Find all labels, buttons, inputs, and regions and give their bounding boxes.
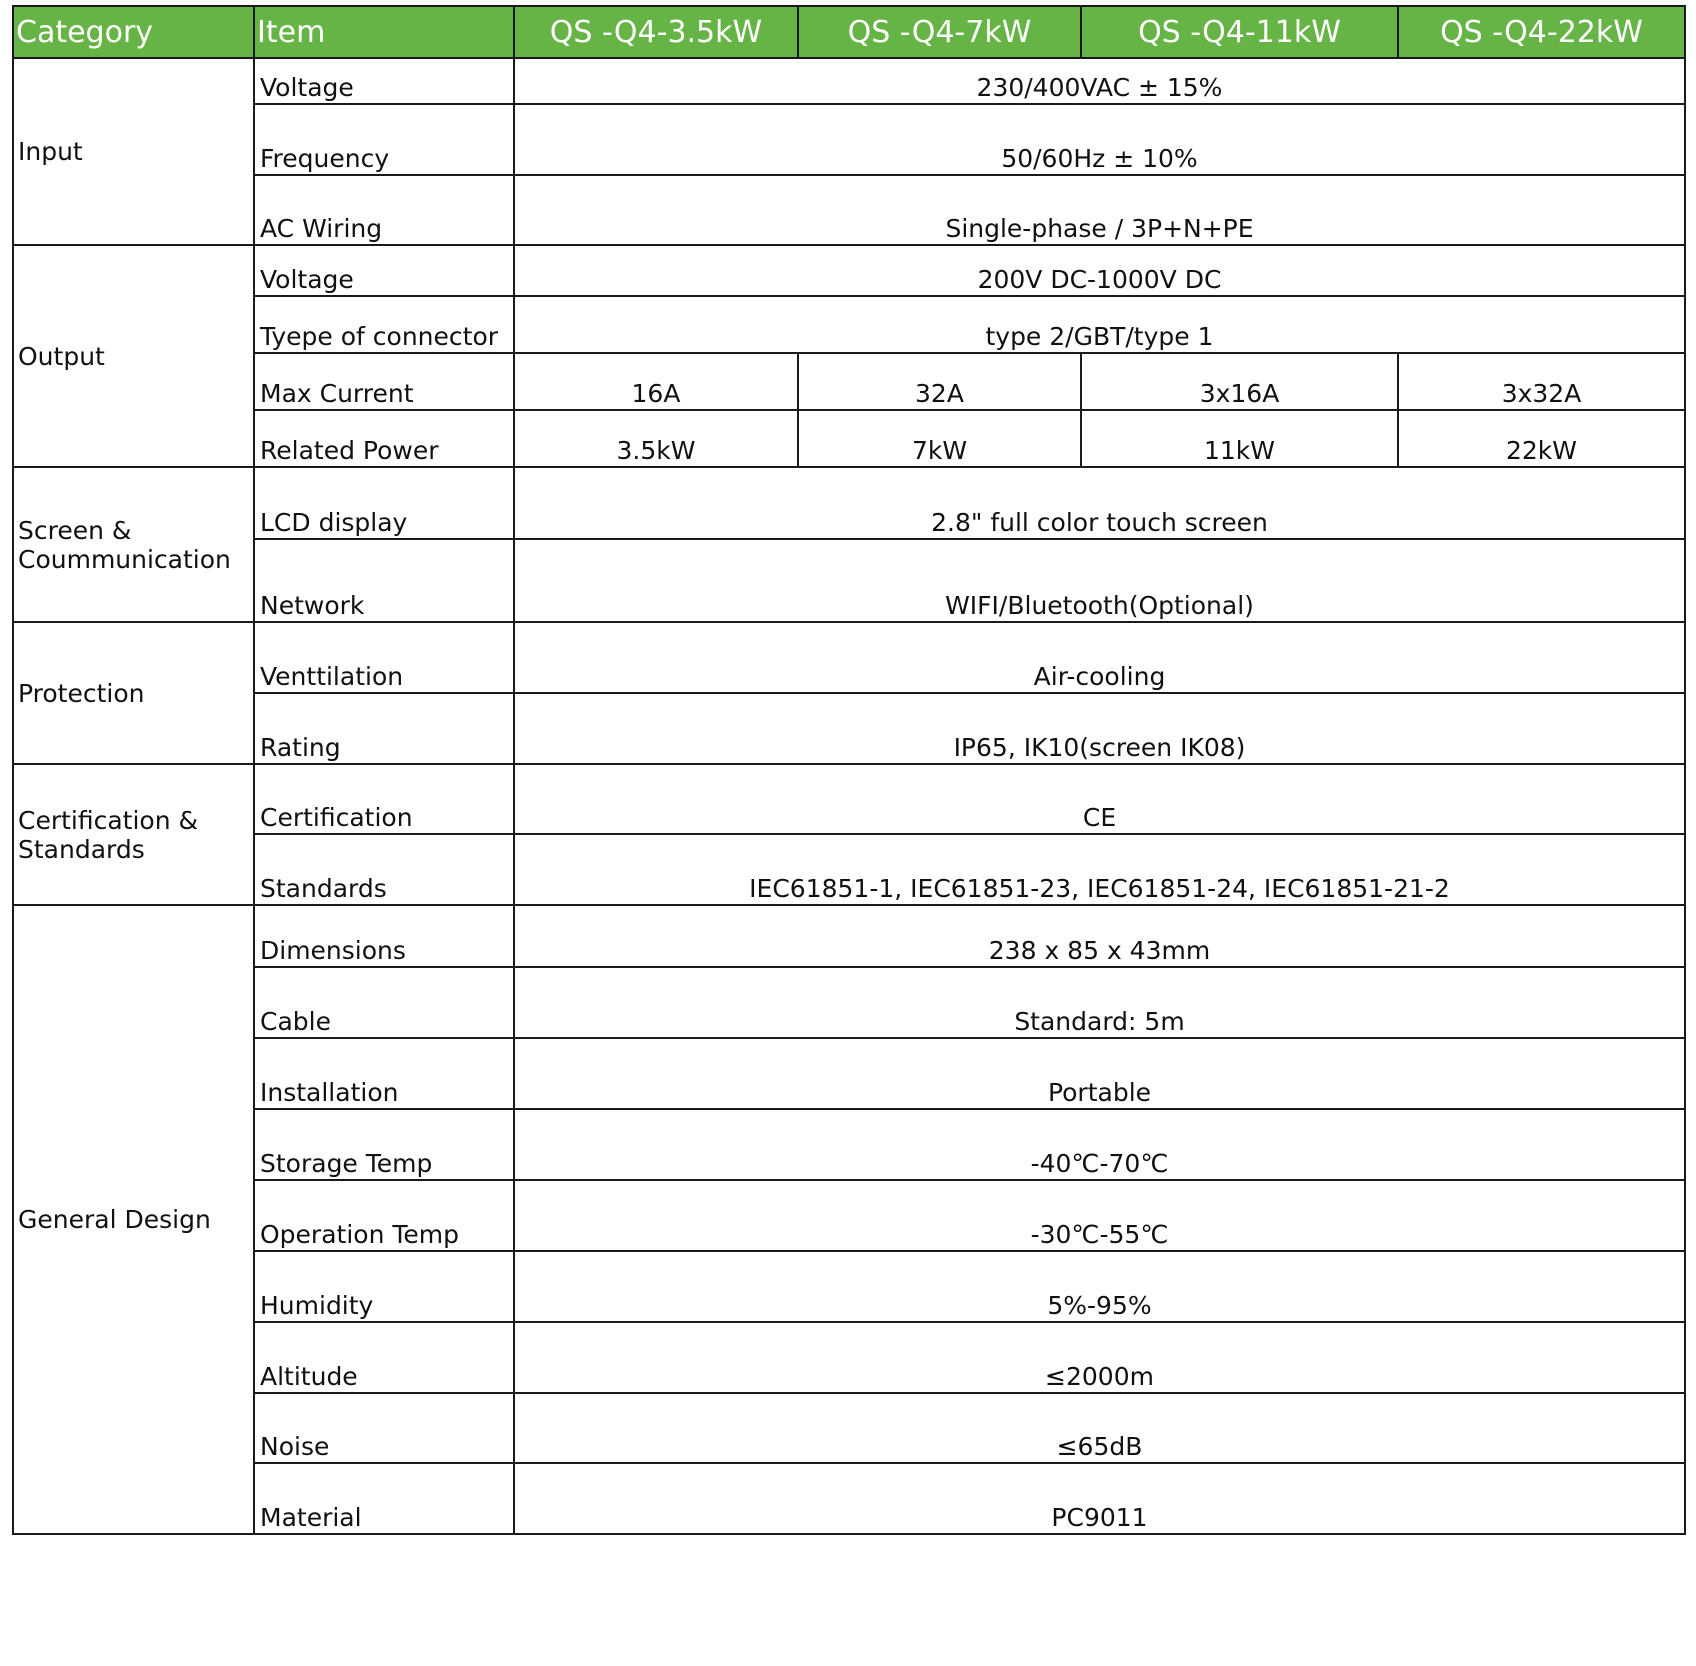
item-label: Frequency	[254, 104, 514, 175]
spec-row	[13, 1251, 1685, 1322]
item-label: AC Wiring	[254, 175, 514, 245]
spec-body	[13, 58, 1685, 1534]
spec-row	[13, 1463, 1685, 1534]
shared-value-cell: type 2/GBT/type 1	[514, 296, 1685, 353]
item-label: Dimensions	[254, 905, 514, 967]
model-value-cell: 3.5kW	[514, 410, 798, 467]
spec-row	[13, 1180, 1685, 1251]
shared-value-cell: IP65, IK10(screen IK08)	[514, 693, 1685, 764]
spec-row	[13, 353, 1685, 410]
model-value-cell: 22kW	[1398, 410, 1685, 467]
category-cell	[13, 905, 254, 1534]
category-label: Screen & Coummunication	[18, 515, 231, 574]
item-label: Standards	[254, 834, 514, 905]
spec-row	[13, 1109, 1685, 1180]
shared-value-cell: Standard: 5m	[514, 967, 1685, 1038]
item-label: Certification	[254, 764, 514, 834]
item-label: Venttilation	[254, 622, 514, 693]
spec-row	[13, 104, 1685, 175]
spec-row	[13, 622, 1685, 693]
model-value-cell: 16A	[514, 353, 798, 410]
shared-value-cell: 230/400VAC ± 15%	[514, 58, 1685, 104]
shared-value-cell: ≤65dB	[514, 1393, 1685, 1463]
category-label: Input	[18, 137, 83, 166]
item-label: Storage Temp	[254, 1109, 514, 1180]
spec-row	[13, 58, 1685, 104]
model-value-cell: 7kW	[798, 410, 1081, 467]
item-label: Voltage	[254, 58, 514, 104]
shared-value-cell: Single-phase / 3P+N+PE	[514, 175, 1685, 245]
item-label: Installation	[254, 1038, 514, 1109]
category-cell	[13, 622, 254, 764]
header-model-11kw: QS -Q4-11kW	[1081, 6, 1398, 58]
spec-row	[13, 175, 1685, 245]
header-row	[13, 6, 1685, 58]
shared-value-cell: 50/60Hz ± 10%	[514, 104, 1685, 175]
shared-value-cell: -40℃-70℃	[514, 1109, 1685, 1180]
item-label: Humidity	[254, 1251, 514, 1322]
item-label: Material	[254, 1463, 514, 1534]
category-label: Certification & Standards	[18, 805, 199, 864]
item-label: Cable	[254, 967, 514, 1038]
spec-row	[13, 1322, 1685, 1393]
shared-value-cell: 5%-95%	[514, 1251, 1685, 1322]
item-label: Tyepe of connector	[254, 296, 514, 353]
shared-value-cell: PC9011	[514, 1463, 1685, 1534]
shared-value-cell: Portable	[514, 1038, 1685, 1109]
item-label: Voltage	[254, 245, 514, 296]
category-label: Output	[18, 341, 105, 371]
header-model-7kw: QS -Q4-7kW	[798, 6, 1081, 58]
spec-row	[13, 1038, 1685, 1109]
category-cell	[13, 245, 254, 467]
model-value-cell: 11kW	[1081, 410, 1398, 467]
category-cell	[13, 764, 254, 905]
shared-value-cell: Air-cooling	[514, 622, 1685, 693]
shared-value-cell: WIFI/Bluetooth(Optional)	[514, 539, 1685, 622]
model-value-cell: 32A	[798, 353, 1081, 410]
item-label: Network	[254, 539, 514, 622]
spec-row	[13, 1393, 1685, 1463]
shared-value-cell: 2.8" full color touch screen	[514, 467, 1685, 539]
spec-row	[13, 967, 1685, 1038]
item-label: Rating	[254, 693, 514, 764]
category-cell	[13, 58, 254, 245]
header-item: Item	[254, 6, 514, 58]
category-label: Protection	[18, 678, 145, 708]
item-label: Operation Temp	[254, 1180, 514, 1251]
item-label: Max Current	[254, 353, 514, 410]
header-model-3-5kw: QS -Q4-3.5kW	[514, 6, 798, 58]
spec-table	[12, 5, 1686, 1535]
category-cell	[13, 467, 254, 622]
spec-row	[13, 410, 1685, 467]
spec-row	[13, 834, 1685, 905]
model-value-cell: 3x16A	[1081, 353, 1398, 410]
item-label: LCD display	[254, 467, 514, 539]
shared-value-cell: -30℃-55℃	[514, 1180, 1685, 1251]
spec-row	[13, 539, 1685, 622]
header-model-22kw: QS -Q4-22kW	[1398, 6, 1685, 58]
model-value-cell: 3x32A	[1398, 353, 1685, 410]
shared-value-cell: CE	[514, 764, 1685, 834]
spec-row	[13, 764, 1685, 834]
shared-value-cell: 200V DC-1000V DC	[514, 245, 1685, 296]
spec-row	[13, 296, 1685, 353]
shared-value-cell: ≤2000m	[514, 1322, 1685, 1393]
item-label: Noise	[254, 1393, 514, 1463]
header-category: Category	[13, 6, 254, 58]
category-label: General Design	[18, 1205, 211, 1234]
spec-row	[13, 245, 1685, 296]
spec-row	[13, 467, 1685, 539]
spec-row	[13, 693, 1685, 764]
shared-value-cell: IEC61851-1, IEC61851-23, IEC61851-24, IEC61851-21-2	[514, 834, 1685, 905]
shared-value-cell: 238 x 85 x 43mm	[514, 905, 1685, 967]
spec-row	[13, 905, 1685, 967]
item-label: Altitude	[254, 1322, 514, 1393]
item-label: Related Power	[254, 410, 514, 467]
